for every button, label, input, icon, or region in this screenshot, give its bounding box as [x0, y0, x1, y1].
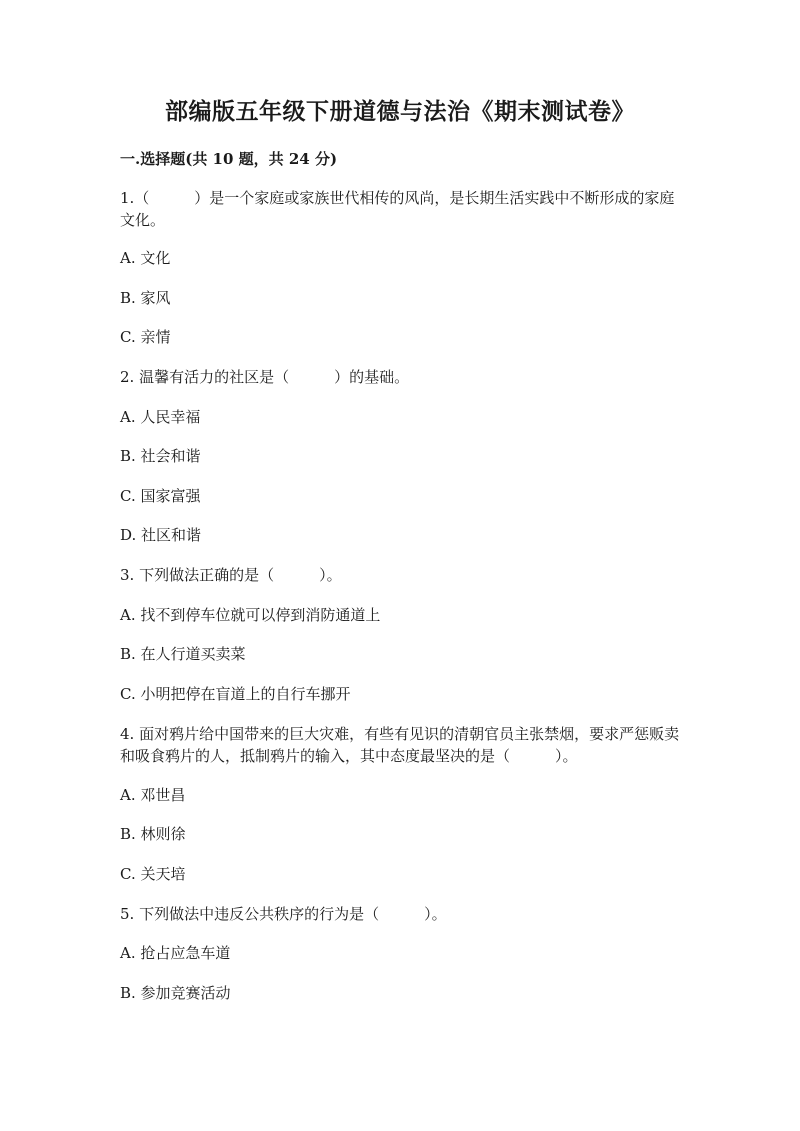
- option-item: A. 文化: [120, 249, 171, 267]
- option-item: C. 小明把停在盲道上的自行车挪开: [120, 685, 351, 703]
- option-item: C. 国家富强: [120, 487, 201, 505]
- option-item: A. 抢占应急车道: [120, 944, 231, 962]
- question-text: 1.（ ）是一个家庭或家族世代相传的风尚，是长期生活实践中不断形成的家庭文化。: [120, 189, 675, 229]
- option-item: A. 邓世昌: [120, 786, 186, 804]
- page-title: 部编版五年级下册道德与法治《期末测试卷》: [165, 98, 635, 125]
- question-text: 4. 面对鸦片给中国带来的巨大灾难，有些有见识的清朝官员主张禁烟，要求严惩贩卖和吸食鸦片的人，抵制鸦片的输入，其中态度最坚决的是（ ）。: [120, 725, 680, 765]
- option-item: B. 参加竞赛活动: [120, 984, 231, 1002]
- option-item: B. 家风: [120, 289, 171, 307]
- option-item: C. 关天培: [120, 865, 186, 883]
- section-heading: 一.选择题(共 10 题，共 24 分): [120, 150, 338, 168]
- question-text: 2. 温馨有活力的社区是（ ）的基础。: [120, 368, 410, 386]
- option-item: B. 在人行道买卖菜: [120, 645, 246, 663]
- question-text: 3. 下列做法正确的是（ ）。: [120, 566, 342, 584]
- option-item: A. 人民幸福: [120, 408, 201, 426]
- option-item: D. 社区和谐: [120, 526, 202, 544]
- option-item: B. 林则徐: [120, 825, 186, 843]
- question-text: 5. 下列做法中违反公共秩序的行为是（ ）。: [120, 905, 447, 923]
- option-item: C. 亲情: [120, 328, 171, 346]
- option-item: B. 社会和谐: [120, 447, 201, 465]
- option-item: A. 找不到停车位就可以停到消防通道上: [120, 606, 381, 624]
